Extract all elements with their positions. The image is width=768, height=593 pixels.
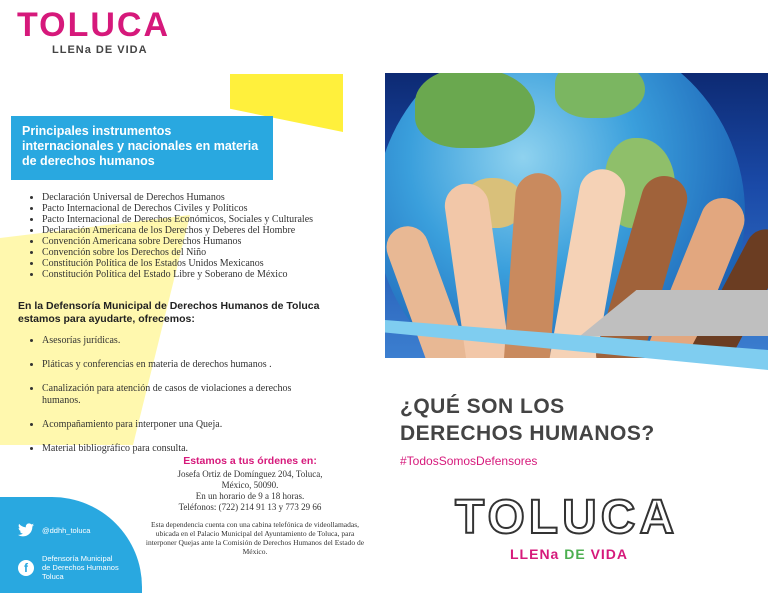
facebook-label: Defensoría Municipal de Derechos Humanos Toluca (42, 554, 119, 581)
toluca-logo-large: TOLUCA (455, 491, 679, 544)
instruments-list (28, 192, 318, 280)
list-item: • Declaración Universal de Derechos Humanos (42, 192, 318, 203)
contact-line: Josefa Ortiz de Domínguez 204, Toluca, (177, 469, 323, 479)
list-item: • Canalización para atención de casos de violaciones a derechos humanos. (42, 383, 298, 407)
hashtag: #TodosSomosDefensores (400, 454, 538, 468)
list-item: • Asesorías jurídicas. (42, 335, 298, 347)
list-item: • Declaración Americana de los Derechos y Deberes del Hombre (42, 225, 318, 236)
tagline-word: VIDA (590, 546, 629, 562)
tagline-word: DE (564, 546, 586, 562)
toluca-tagline-large (510, 546, 628, 562)
twitter-link[interactable] (18, 523, 90, 537)
toluca-logo: TOLUCA (17, 6, 171, 44)
list-item: • Pláticas y conferencias en materia de derechos humanos . (42, 359, 298, 371)
list-item: • Acompañamiento para interponer una Queja. (42, 419, 298, 431)
instruments-title: Principales instrumentos internacionales y nacionales en materia de derechos humanos (22, 124, 259, 168)
list-item: • Constitución Política del Estado Libre y Soberano de México (42, 269, 318, 280)
contact-details (150, 469, 350, 513)
cover-title-line: ¿QUÉ SON LOS (400, 395, 565, 418)
cabin-note: Esta dependencia cuenta con una cabina telefónica de videollamadas, ubicada en el Palacio Municipal del Ayuntamiento de Toluca, para interponer Quejas ante la Comisión de Derechos Humanos del Estado de México. (145, 520, 365, 556)
offer-list (28, 335, 298, 467)
facebook-icon: f (18, 560, 34, 576)
toluca-tagline: LLENa DE VIDA (52, 44, 148, 56)
tagline-word: LLENa (510, 546, 560, 562)
facebook-link[interactable] (18, 554, 122, 581)
contact-line: México, 50090. (221, 480, 279, 490)
list-item: • Convención sobre los Derechos del Niño (42, 247, 318, 258)
twitter-handle: @ddhh_toluca (42, 525, 91, 535)
list-item: • Convención Americana sobre Derechos Humanos (42, 236, 318, 247)
list-item: • Constitución Política de los Estados Unidos Mexicanos (42, 258, 318, 269)
contact-title: Estamos a tus órdenes en: (183, 455, 317, 467)
list-item: • Pacto Internacional de Derechos Civiles y Políticos (42, 203, 318, 214)
twitter-icon (18, 523, 34, 537)
offer-title: En la Defensoría Municipal de Derechos Humanos de Toluca estamos para ayudarte, ofrecemos: (18, 300, 320, 325)
cover-title-line: DERECHOS HUMANOS? (400, 422, 655, 445)
list-item: • Pacto Internacional de Derechos Económicos, Sociales y Culturales (42, 214, 318, 225)
contact-line: En un horario de 9 a 18 horas. (195, 491, 305, 501)
contact-line: Teléfonos: (722) 214 91 13 y 773 29 66 (178, 502, 322, 512)
list-item: • Material bibliográfico para consulta. (42, 443, 298, 455)
cover-title (400, 393, 730, 447)
